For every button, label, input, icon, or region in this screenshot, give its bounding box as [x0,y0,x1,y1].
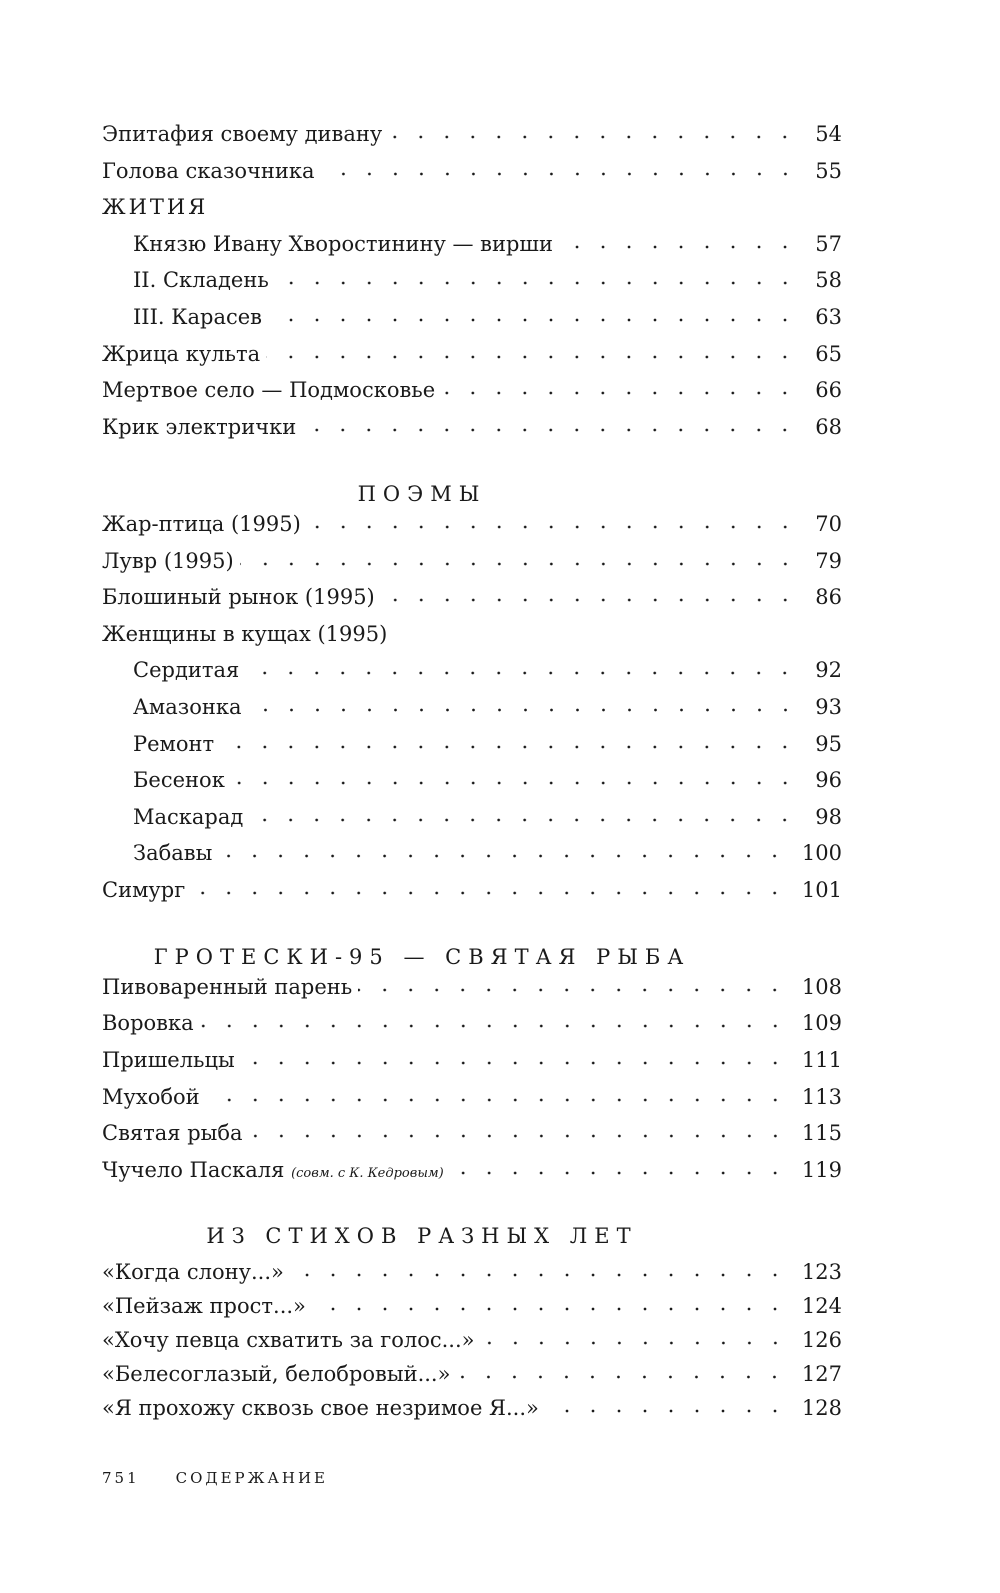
leader-dots [268,318,798,322]
toc-entry-page: 113 [801,1085,842,1109]
toc-entry [133,302,842,332]
leader-dots [456,1375,787,1379]
leader-dots [249,1134,788,1138]
toc-entry-title: «Я прохожу сквозь свое незримое Я...» [102,1396,539,1420]
toc-entry [133,729,842,759]
toc-entry-page: 124 [801,1294,842,1318]
leader-dots [545,1409,788,1413]
toc-entry-page: 55 [815,159,842,183]
leader-dots [290,1273,788,1277]
toc-entry-title: Забавы [133,841,213,865]
leader-dots [312,1307,788,1311]
toc-entry-title: Мухобой [102,1085,200,1109]
toc-entry-page: 86 [815,585,842,609]
toc-entry-title: II. Складень [133,268,269,292]
toc-entry-title: Жар-птица (1995) [102,512,301,536]
toc-entry-title: III. Карасев [133,305,262,329]
toc-entry-page: 109 [801,1011,842,1035]
toc-entry [102,156,842,186]
toc-entry [102,1045,842,1075]
leader-dots [191,891,788,895]
toc-entry-title: «Пейзаж прост...» [102,1294,306,1318]
toc-entry-page: 96 [815,768,842,792]
toc-entry-page: 65 [815,342,842,366]
toc-entry-title: Ремонт [133,732,215,756]
toc-entry [102,375,842,405]
leader-dots [266,355,798,359]
toc-entry-page: 66 [815,378,842,402]
toc-entry-title: Пришельцы [102,1048,235,1072]
leader-dots [307,525,798,529]
toc-entry-page: 98 [815,805,842,829]
toc-entry [102,1082,842,1112]
toc-entry [102,546,842,576]
leader-dots [302,428,798,432]
toc-entry-page: 68 [815,415,842,439]
zhenshchiny-title: Женщины в кущах (1995) [102,622,388,646]
toc-entry-page: 54 [815,122,842,146]
leader-dots [245,671,798,675]
toc-entry [102,1291,842,1321]
toc-entry-page: 57 [815,232,842,256]
toc-entry-title: Эпитафия своему дивану [102,122,383,146]
toc-entry [102,509,842,539]
toc-entry [102,412,842,442]
toc-entry [133,838,842,868]
toc-entry-title: «Когда слону...» [102,1260,284,1284]
leader-dots [241,1061,788,1065]
toc-entry [133,802,842,832]
leader-dots [248,708,799,712]
leader-dots [559,245,798,249]
leader-dots [441,391,798,395]
toc-entry-page: 63 [815,305,842,329]
toc-entry-page: 119 [801,1158,842,1182]
section-heading-raznye: ИЗ СТИХОВ РАЗНЫХ ЛЕТ [206,1224,638,1248]
toc-entry-title: Блошиный рынок (1995) [102,585,375,609]
toc-entry-title: «Белесоглазый, белобровый...» [102,1362,451,1386]
toc-entry [102,582,842,612]
leader-dots [358,988,788,992]
toc-entry-title: Пивоваренный парень [102,975,353,999]
zhitiya-label: ЖИТИЯ [102,195,209,219]
toc-entry [133,692,842,722]
toc-entry-title: «Хочу певца схватить за голос...» [102,1328,475,1352]
toc-entry-title: Святая рыба [102,1121,243,1145]
toc-entry-title [102,1155,444,1189]
leader-dots [231,781,798,785]
leader-dots [275,281,798,285]
leader-dots [450,1171,788,1175]
toc-entry-page: 128 [801,1396,842,1420]
toc-entry [133,265,842,295]
toc-entry-title: Бесенок [133,768,225,792]
leader-dots [481,1341,788,1345]
section-heading-poemy: ПОЭМЫ [357,482,487,506]
toc-entry-page: 93 [815,695,842,719]
toc-entry-title: Лувр (1995) [102,549,234,573]
toc-entry-note: (совм. с К. Кедровым) [291,1166,444,1181]
toc-entry-page: 70 [815,512,842,536]
toc-entry [102,1008,842,1038]
toc-entry [133,765,842,795]
toc-entry-page: 111 [801,1048,842,1072]
toc-entry-title: Симург [102,878,186,902]
toc-entry-page: 58 [815,268,842,292]
toc-entry-title: Крик электрички [102,415,297,439]
toc-entry-page: 115 [801,1121,842,1145]
leader-dots [388,135,798,139]
leader-dots [220,745,798,749]
toc-entry-page: 79 [815,549,842,573]
toc-entry [133,655,842,685]
toc-entry-title: Сердитая [133,658,240,682]
toc-entry [133,229,842,259]
toc-entry-title-text: Чучело Паскаля [102,1158,285,1182]
page-number: 751 [102,1469,140,1487]
toc-entry-title: Маскарад [133,805,244,829]
running-title: СОДЕРЖАНИЕ [175,1469,328,1487]
toc-entry-page: 127 [801,1362,842,1386]
section-heading-groteski: ГРОТЕСКИ-95 — СВЯТАЯ РЫБА [153,945,691,969]
toc-entry [102,1393,842,1423]
toc-entry-page: 126 [801,1328,842,1352]
leader-dots [240,562,798,566]
toc-entry-title: Жрица культа [102,342,261,366]
toc-entry-page: 101 [801,878,842,902]
toc-entry-title: Амазонка [133,695,242,719]
toc-entry [102,972,842,1002]
leader-dots [321,172,798,176]
leader-dots [206,1098,788,1102]
toc-entry [102,1118,842,1148]
toc-entry-title: Голова сказочника [102,159,315,183]
toc-entry [102,1325,842,1355]
toc-entry [102,1257,842,1287]
leader-dots [381,598,798,602]
toc-entry-title: Князю Ивану Хворостинину — вирши [133,232,553,256]
leader-dots [200,1024,788,1028]
leader-dots [218,854,788,858]
toc-entry [102,875,842,905]
leader-dots [249,818,798,822]
toc-entry [102,119,842,149]
toc-entry-page: 100 [801,841,842,865]
toc-entry-page: 123 [801,1260,842,1284]
toc-entry [102,339,842,369]
page-footer [102,1466,328,1490]
toc-entry-page: 92 [815,658,842,682]
toc-entry-title: Мертвое село — Подмосковье [102,378,436,402]
toc-entry-page: 108 [801,975,842,999]
toc-entry [102,1359,842,1389]
toc-entry [102,1155,842,1185]
toc-entry-title: Воровка [102,1011,194,1035]
toc-entry-page: 95 [815,732,842,756]
